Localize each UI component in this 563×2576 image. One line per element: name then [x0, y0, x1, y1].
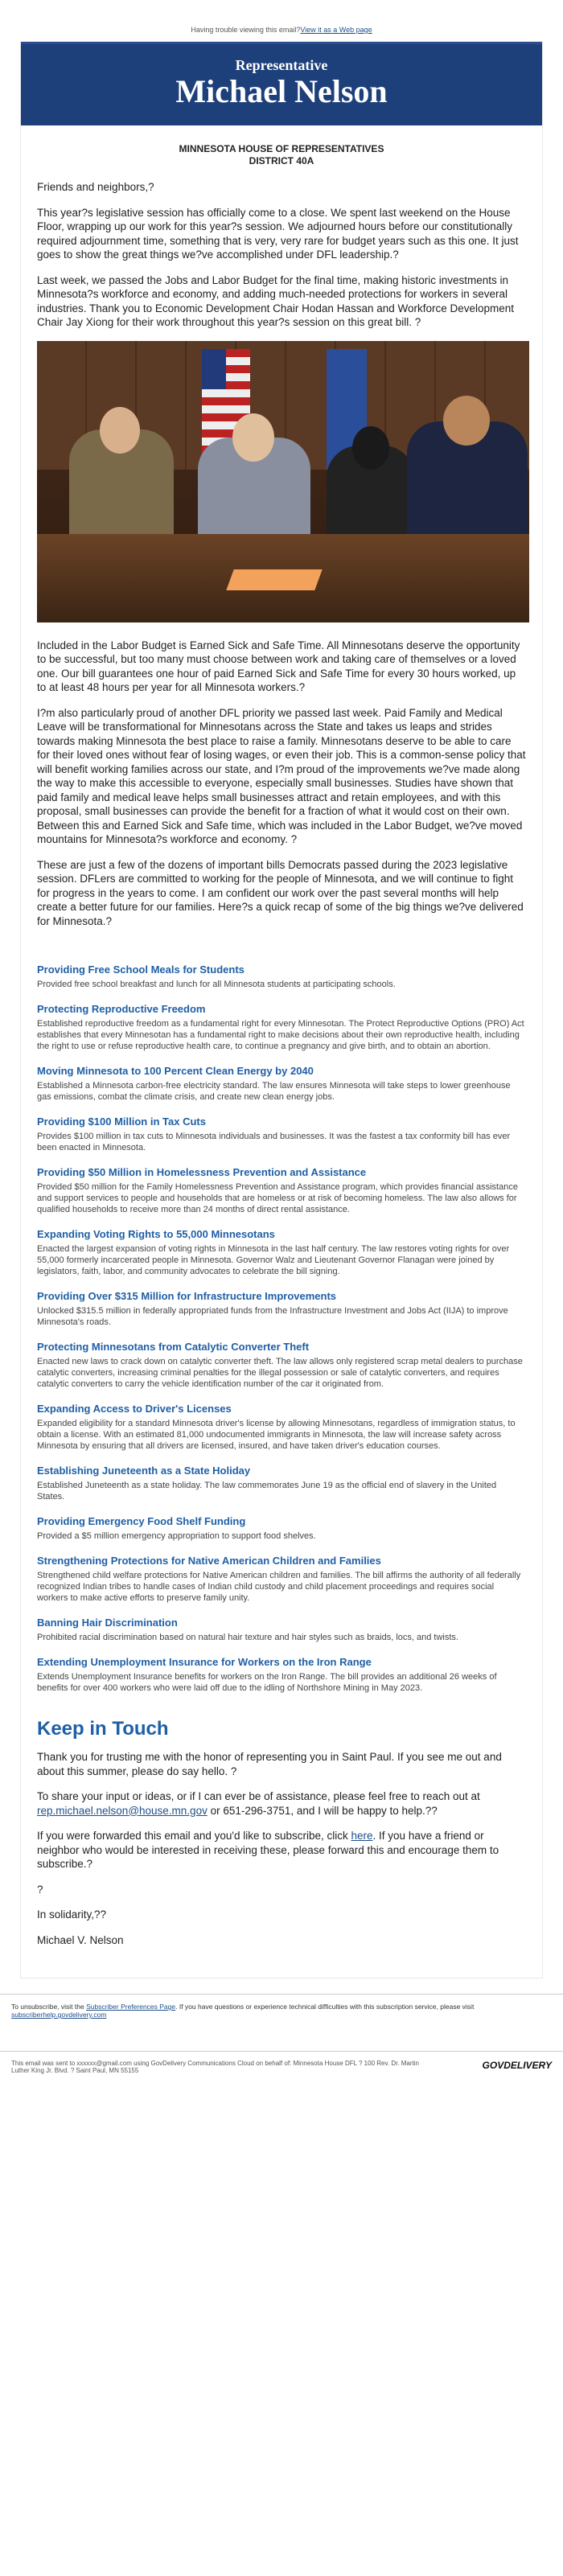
accomplishments-list	[21, 939, 542, 1694]
accomplishment-text: Enacted new laws to crack down on catalytic converter theft. The law allows only registered scrap metal dealers to purchase catalytic converters, increasing criminal penalties for the illegal possession or sale of catalytic converters, and requires catalytic converters to carry the vehicle identification number of the car it originated from.	[37, 1357, 523, 1389]
body-paragraph: These are just a few of the dozens of important bills Democrats passed during the 2023 legislative session. DFLers are committed to working for the people of Minnesota, and we will continue to fight for progress in the years to come. I am confident our work over the past several months will help create a better future for our families. Here?s a quick recap of some of the big things we?ve delivered for Minnesota.?	[37, 858, 524, 927]
accomplishment-title: Providing Emergency Food Shelf Funding	[37, 1515, 246, 1527]
accomplishment-item	[37, 1465, 526, 1502]
accomplishment-title: Establishing Juneteenth as a State Holiday	[37, 1465, 251, 1477]
accomplishment-title: Providing Over $315 Million for Infrastructure Improvements	[37, 1290, 337, 1302]
accomplishment-item	[37, 1290, 526, 1328]
accomplishment-text: Established reproductive freedom as a fundamental right for every Minnesotan. The Protect Reproductive Options (PRO) Act establishes that every Minnesotan has a fundamental right to make decisions about their own reproductive health, including the right to use or refuse reproductive health care, to continue a pregnancy and give birth, and to obtain an abortion.	[37, 1019, 524, 1051]
accomplishment-text: Expanded eligibility for a standard Minnesota driver's license by allowing Minnesotans, regardless of immigration status, to obtain a license. With an estimated 81,000 undocumented immigrants in Minnesota, the law will increase safety across Minnesota by ensuring that all drivers are licensed, insured, and have taken driver's education courses.	[37, 1419, 516, 1451]
subscribe-link[interactable]: here	[351, 1830, 373, 1842]
district-name: DISTRICT 40A	[249, 155, 314, 166]
accomplishment-item	[37, 1115, 526, 1153]
district-block	[21, 125, 542, 180]
org-name: MINNESOTA HOUSE OF REPRESENTATIVES	[179, 143, 384, 154]
accomplishment-text: Extends Unemployment Insurance benefits for workers on the Iron Range. The bill provides an additional 26 weeks of benefits for over 400 workers who were laid off due to the idling of Northshore Mining in May 2023.	[37, 1672, 497, 1693]
accomplishment-text: Established Juneteenth as a state holiday. The law commemorates June 19 as the official end of slavery in the United States.	[37, 1481, 497, 1502]
accomplishment-text: Enacted the largest expansion of voting rights in Minnesota in the last half century. The law restores voting rights for over 55,000 formerly incarcerated people in Minnesota. Governor Walz and Lieutenant Governor Flanagan were joined by legislators, faith, labor, and community advocates to celebrate the bill signing.	[37, 1244, 510, 1276]
body-paragraph: Included in the Labor Budget is Earned Sick and Safe Time. All Minnesotans deserve the opportunity to be successful, but too many must choose between work and taking care of themselves or a loved one. Our bill guarantees one hour of paid Earned Sick and Safe Time for every 30 hours worked, up to at least 48 hours per year for all Minnesota workers.?	[37, 639, 520, 693]
accomplishment-title: Expanding Access to Driver's Licenses	[37, 1403, 232, 1415]
greeting: Friends and neighbors,?	[37, 181, 154, 193]
top-note	[0, 0, 563, 42]
header-banner	[21, 42, 542, 125]
accomplishment-text: Provided $50 million for the Family Homelessness Prevention and Assistance program, which provides financial assistance and support services to people and households that are homeless or at risk of becoming homeless. The law also allows for qualified households to receive more than 24 months of direct rental assistance.	[37, 1182, 518, 1214]
unsubscribe-footer: To unsubscribe, visit the Subscriber Preferences Page. If you have questions or experience technical difficulties with this subscription service, please visit subscriberhelp.govdelivery.com	[0, 1994, 563, 2027]
accomplishment-text: Provided free school breakfast and lunch for all Minnesota students at participating schools.	[37, 980, 396, 989]
help-link[interactable]: subscriberhelp.govdelivery.com	[11, 2011, 107, 2019]
accomplishment-item	[37, 1228, 526, 1277]
accomplishment-item	[37, 1166, 526, 1215]
accomplishment-title: Strengthening Protections for Native American Children and Families	[37, 1555, 381, 1567]
spacer-text: ?	[37, 1883, 43, 1896]
accomplishment-item	[37, 1515, 526, 1542]
accomplishment-title: Protecting Minnesotans from Catalytic Converter Theft	[37, 1341, 310, 1353]
intro-paragraph: Last week, we passed the Jobs and Labor Budget for the final time, making historic investments in Minnesota?s workforce and economy, and adding much-needed protections for workers in several industries. Thank you to Economic Development Chair Hodan Hassan and Workforce Development Chair Jay Xiong for their work throughout this year?s session on this great bill. ?	[37, 273, 515, 328]
keep-in-touch-heading: Keep in Touch	[37, 1718, 169, 1740]
accomplishment-text: Established a Minnesota carbon-free electricity standard. The law ensures Minnesota will take steps to lower greenhouse gas emissions, combat the climate crisis, and create new clean energy jobs.	[37, 1081, 511, 1102]
accomplishment-item	[37, 1065, 526, 1103]
accomplishment-title: Extending Unemployment Insurance for Workers on the Iron Range	[37, 1656, 372, 1668]
accomplishment-title: Providing $50 Million in Homelessness Prevention and Assistance	[37, 1166, 367, 1178]
sign-off: In solidarity,??	[37, 1908, 107, 1921]
accomplishment-item	[37, 1341, 526, 1390]
preferences-link[interactable]: Subscriber Preferences Page	[86, 2003, 176, 2011]
accomplishment-title: Banning Hair Discrimination	[37, 1617, 178, 1629]
web-page-link[interactable]: View it as a Web page	[300, 26, 372, 34]
sent-info: This email was sent to xxxxxx@gmail.com using GovDelivery Communications Cloud on behalf of: Minnesota House DFL ? 100 Rev. Dr. Martin Luther King Jr. Blvd. ? Saint Paul, MN 55155	[11, 2060, 419, 2074]
contact-paragraph: To share your input or ideas, or if I can ever be of assistance, please feel free to reach out at rep.michael.nelson@house.mn.gov or 651-296-3751, and I will be happy to help.??	[37, 1790, 480, 1817]
accomplishment-title: Protecting Reproductive Freedom	[37, 1003, 206, 1015]
intro-paragraph: This year?s legislative session has officially come to a close. We spent last weekend on the House Floor, wrapping up our work for this year?s session. We adjourned hours before our constitutionally required adjournment time, something that is very, very rare for budget years such as this one. It just goes to show the great things we?ve accomplished under DFL leadership.?	[37, 206, 519, 261]
accomplishment-item	[37, 1403, 526, 1452]
accomplishment-item	[37, 1555, 526, 1604]
accomplishment-text: Provided a $5 million emergency appropriation to support food shelves.	[37, 1531, 316, 1541]
accomplishment-title: Moving Minnesota to 100 Percent Clean Energy by 2040	[37, 1065, 314, 1077]
accomplishment-item	[37, 1003, 526, 1052]
bill-folder	[226, 569, 322, 590]
sent-footer	[0, 2051, 563, 2082]
accomplishment-title: Providing $100 Million in Tax Cuts	[37, 1115, 206, 1128]
legislators-photo	[37, 341, 529, 622]
accomplishment-title: Expanding Voting Rights to 55,000 Minnesotans	[37, 1228, 275, 1240]
trouble-text: Having trouble viewing this email?	[191, 26, 301, 34]
accomplishment-text: Strengthened child welfare protections for Native American children and families. The bill affirms the authority of all federally recognized Indian tribes to handle cases of Indian child custody and child placement proceedings and requires social workers to make active efforts to preserve family unity.	[37, 1571, 521, 1603]
govdelivery-logo[interactable]: GOVDELIVERY	[482, 2060, 552, 2071]
accomplishment-title: Providing Free School Meals for Students	[37, 963, 245, 976]
closing-paragraph: Thank you for trusting me with the honor of representing you in Saint Paul. If you see me out and about this summer, please do say hello. ?	[37, 1751, 502, 1777]
accomplishment-text: Unlocked $315.5 million in federally appropriated funds from the Infrastructure Investment and Jobs Act (IIJA) to improve Minnesota's roads.	[37, 1306, 508, 1327]
email-container	[21, 42, 542, 1978]
body-paragraph: I?m also particularly proud of another DFL priority we passed last week. Paid Family and Medical Leave will be transformational for Minnesotans across the State and takes us leaps and strides towards making Minnesota the best place to raise a family. Minnesotans deserve to be able to care for their loved ones without fear of losing wages, or even their job. This is a common-sense policy that will benefit working families across our state, and I?m proud of the improvements we?ve made along the way to make this accessible to everyone, especially small businesses. Studies have shown that paid family and medical leave helps small businesses attract and retain employees, and with this proposal, small businesses can provide the benefit for a fraction of what it would cost on their own. Between this and Earned Sick and Safe time, which was included in the Labor Budget, we?ve moved mountains for Minnesota?s workforce and economy. ?	[37, 706, 526, 845]
accomplishment-item	[37, 1656, 526, 1694]
main-content	[21, 180, 542, 928]
email-link[interactable]: rep.michael.nelson@house.mn.gov	[37, 1804, 208, 1817]
accomplishment-item	[37, 963, 526, 990]
accomplishment-text: Provides $100 million in tax cuts to Minnesota individuals and businesses. It was the fastest a tax conformity bill has ever been enacted in Minnesota.	[37, 1132, 511, 1152]
accomplishment-item	[37, 1617, 526, 1643]
signature-name: Michael V. Nelson	[37, 1933, 124, 1946]
header-role: Representative	[235, 57, 328, 73]
subscribe-paragraph: If you were forwarded this email and you'd like to subscribe, click here. If you have a friend or neighbor who would be interested in receiving these, please forward this and encourage them to subscribe.?	[37, 1830, 499, 1870]
closing-section	[21, 1750, 542, 1978]
header-name: Michael Nelson	[175, 73, 388, 109]
accomplishment-text: Prohibited racial discrimination based on natural hair texture and hair styles such as braids, locs, and twists.	[37, 1633, 458, 1642]
